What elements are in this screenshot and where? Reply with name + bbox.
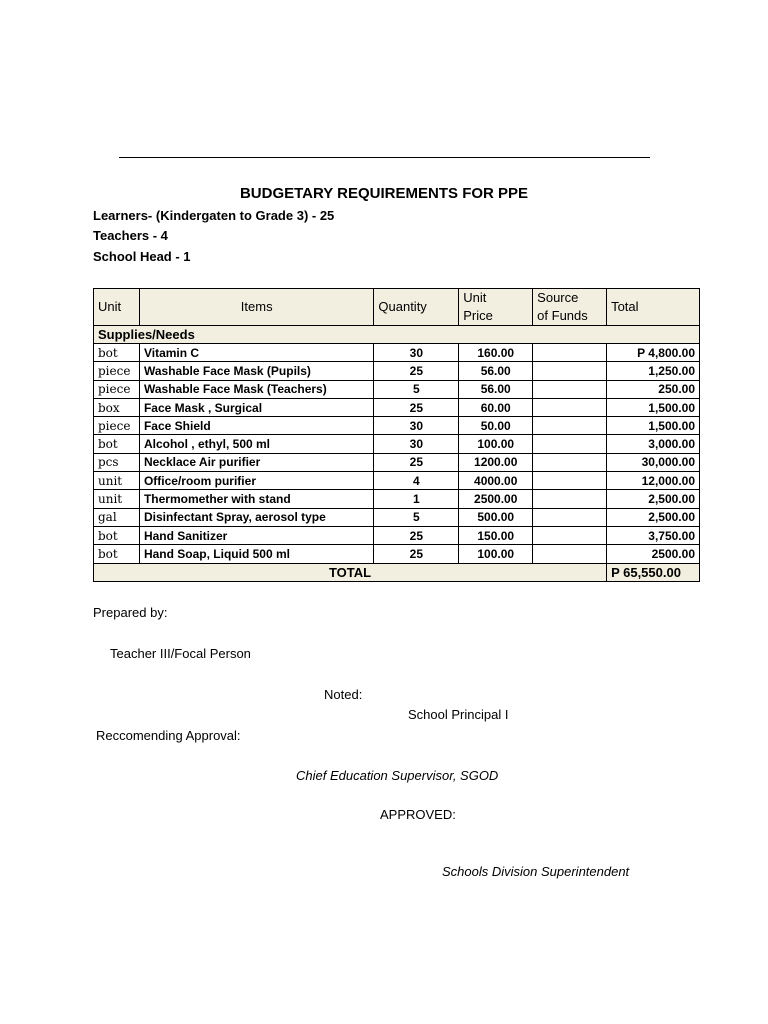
row-item: Disinfectant Spray, aerosol type	[139, 508, 373, 526]
ces-role: Chief Education Supervisor, SGOD	[296, 768, 499, 783]
row-quantity: 4	[374, 472, 459, 490]
header-unit-price-line1: Unit	[463, 290, 487, 305]
row-quantity: 5	[374, 508, 459, 526]
row-unit: piece	[94, 417, 140, 435]
row-quantity: 5	[374, 380, 459, 398]
row-unit-price: 56.00	[459, 380, 533, 398]
row-source-of-funds	[533, 380, 607, 398]
header-unit: Unit	[94, 289, 140, 326]
row-quantity: 25	[374, 526, 459, 544]
table-row	[94, 344, 700, 362]
header-total: Total	[607, 289, 700, 326]
total-value: P 65,550.00	[607, 563, 700, 581]
header-items: Items	[139, 289, 373, 326]
row-unit-price: 100.00	[459, 435, 533, 453]
section-label: Supplies/Needs	[94, 326, 700, 344]
learners-count: Learners- (Kindergaten to Grade 3) - 25	[93, 208, 335, 223]
table-row	[94, 526, 700, 544]
row-item: Alcohol , ethyl, 500 ml	[139, 435, 373, 453]
row-total: 250.00	[607, 380, 700, 398]
row-quantity: 25	[374, 453, 459, 471]
document-title: BUDGETARY REQUIREMENTS FOR PPE	[239, 185, 529, 202]
table-row	[94, 508, 700, 526]
row-item: Thermomether with stand	[139, 490, 373, 508]
row-total: P 4,800.00	[607, 344, 700, 362]
row-quantity: 30	[374, 435, 459, 453]
table-row	[94, 398, 700, 416]
row-unit-price: 2500.00	[459, 490, 533, 508]
table-row	[94, 435, 700, 453]
principal-role: School Principal I	[408, 707, 509, 722]
row-total: 30,000.00	[607, 453, 700, 471]
total-row	[94, 563, 700, 581]
row-total: 3,750.00	[607, 526, 700, 544]
row-item: Hand Sanitizer	[139, 526, 373, 544]
header-unit-price-line2: Price	[463, 308, 493, 323]
recommending-label: Reccomending Approval:	[96, 728, 241, 743]
header-quantity: Quantity	[374, 289, 459, 326]
row-source-of-funds	[533, 545, 607, 563]
total-label: TOTAL	[94, 563, 607, 581]
table-row	[94, 417, 700, 435]
sds-role: Schools Division Superintendent	[442, 864, 630, 879]
row-unit: bot	[94, 545, 140, 563]
row-total: 2,500.00	[607, 490, 700, 508]
row-unit: unit	[94, 490, 140, 508]
row-quantity: 30	[374, 344, 459, 362]
row-unit-price: 150.00	[459, 526, 533, 544]
table-row	[94, 490, 700, 508]
teacher-role: Teacher III/Focal Person	[110, 646, 251, 661]
approved-label: APPROVED:	[380, 807, 456, 822]
row-unit-price: 100.00	[459, 545, 533, 563]
row-item: Washable Face Mask (Teachers)	[139, 380, 373, 398]
row-source-of-funds	[533, 453, 607, 471]
row-total: 1,250.00	[607, 362, 700, 380]
row-unit: unit	[94, 472, 140, 490]
header-source-line2: of Funds	[537, 308, 588, 323]
row-total: 2,500.00	[607, 508, 700, 526]
row-quantity: 1	[374, 490, 459, 508]
row-source-of-funds	[533, 417, 607, 435]
row-total: 3,000.00	[607, 435, 700, 453]
row-source-of-funds	[533, 435, 607, 453]
header-source-of-funds	[533, 289, 607, 326]
header-unit-price	[459, 289, 533, 326]
row-quantity: 25	[374, 545, 459, 563]
row-unit: pcs	[94, 453, 140, 471]
row-unit-price: 160.00	[459, 344, 533, 362]
section-row	[94, 326, 700, 344]
row-unit-price: 1200.00	[459, 453, 533, 471]
row-unit: piece	[94, 362, 140, 380]
row-item: Necklace Air purifier	[139, 453, 373, 471]
row-source-of-funds	[533, 344, 607, 362]
row-total: 1,500.00	[607, 398, 700, 416]
teachers-count: Teachers - 4	[93, 228, 168, 243]
table-header-row	[94, 289, 700, 326]
noted-label: Noted:	[324, 687, 363, 702]
table-row	[94, 472, 700, 490]
row-unit-price: 4000.00	[459, 472, 533, 490]
row-item: Washable Face Mask (Pupils)	[139, 362, 373, 380]
row-source-of-funds	[533, 472, 607, 490]
row-item: Face Mask , Surgical	[139, 398, 373, 416]
row-quantity: 30	[374, 417, 459, 435]
row-source-of-funds	[533, 362, 607, 380]
table-row	[94, 453, 700, 471]
top-signature-line	[119, 157, 650, 158]
prepared-by-label: Prepared by:	[93, 605, 168, 620]
row-unit-price: 60.00	[459, 398, 533, 416]
row-item: Face Shield	[139, 417, 373, 435]
row-total: 2500.00	[607, 545, 700, 563]
row-total: 12,000.00	[607, 472, 700, 490]
row-unit: bot	[94, 344, 140, 362]
row-total: 1,500.00	[607, 417, 700, 435]
row-item: Office/room purifier	[139, 472, 373, 490]
table-row	[94, 545, 700, 563]
row-unit: box	[94, 398, 140, 416]
header-source-line1: Source	[537, 290, 579, 305]
row-unit: bot	[94, 526, 140, 544]
school-head-count: School Head - 1	[93, 249, 191, 264]
row-unit: bot	[94, 435, 140, 453]
row-source-of-funds	[533, 508, 607, 526]
row-source-of-funds	[533, 398, 607, 416]
row-unit: gal	[94, 508, 140, 526]
row-source-of-funds	[533, 526, 607, 544]
table-body	[94, 344, 700, 564]
budget-table	[93, 288, 700, 582]
row-item: Hand Soap, Liquid 500 ml	[139, 545, 373, 563]
row-unit-price: 50.00	[459, 417, 533, 435]
row-unit-price: 500.00	[459, 508, 533, 526]
row-item: Vitamin C	[139, 344, 373, 362]
table-row	[94, 362, 700, 380]
row-source-of-funds	[533, 490, 607, 508]
table-row	[94, 380, 700, 398]
row-quantity: 25	[374, 398, 459, 416]
row-quantity: 25	[374, 362, 459, 380]
row-unit-price: 56.00	[459, 362, 533, 380]
row-unit: piece	[94, 380, 140, 398]
